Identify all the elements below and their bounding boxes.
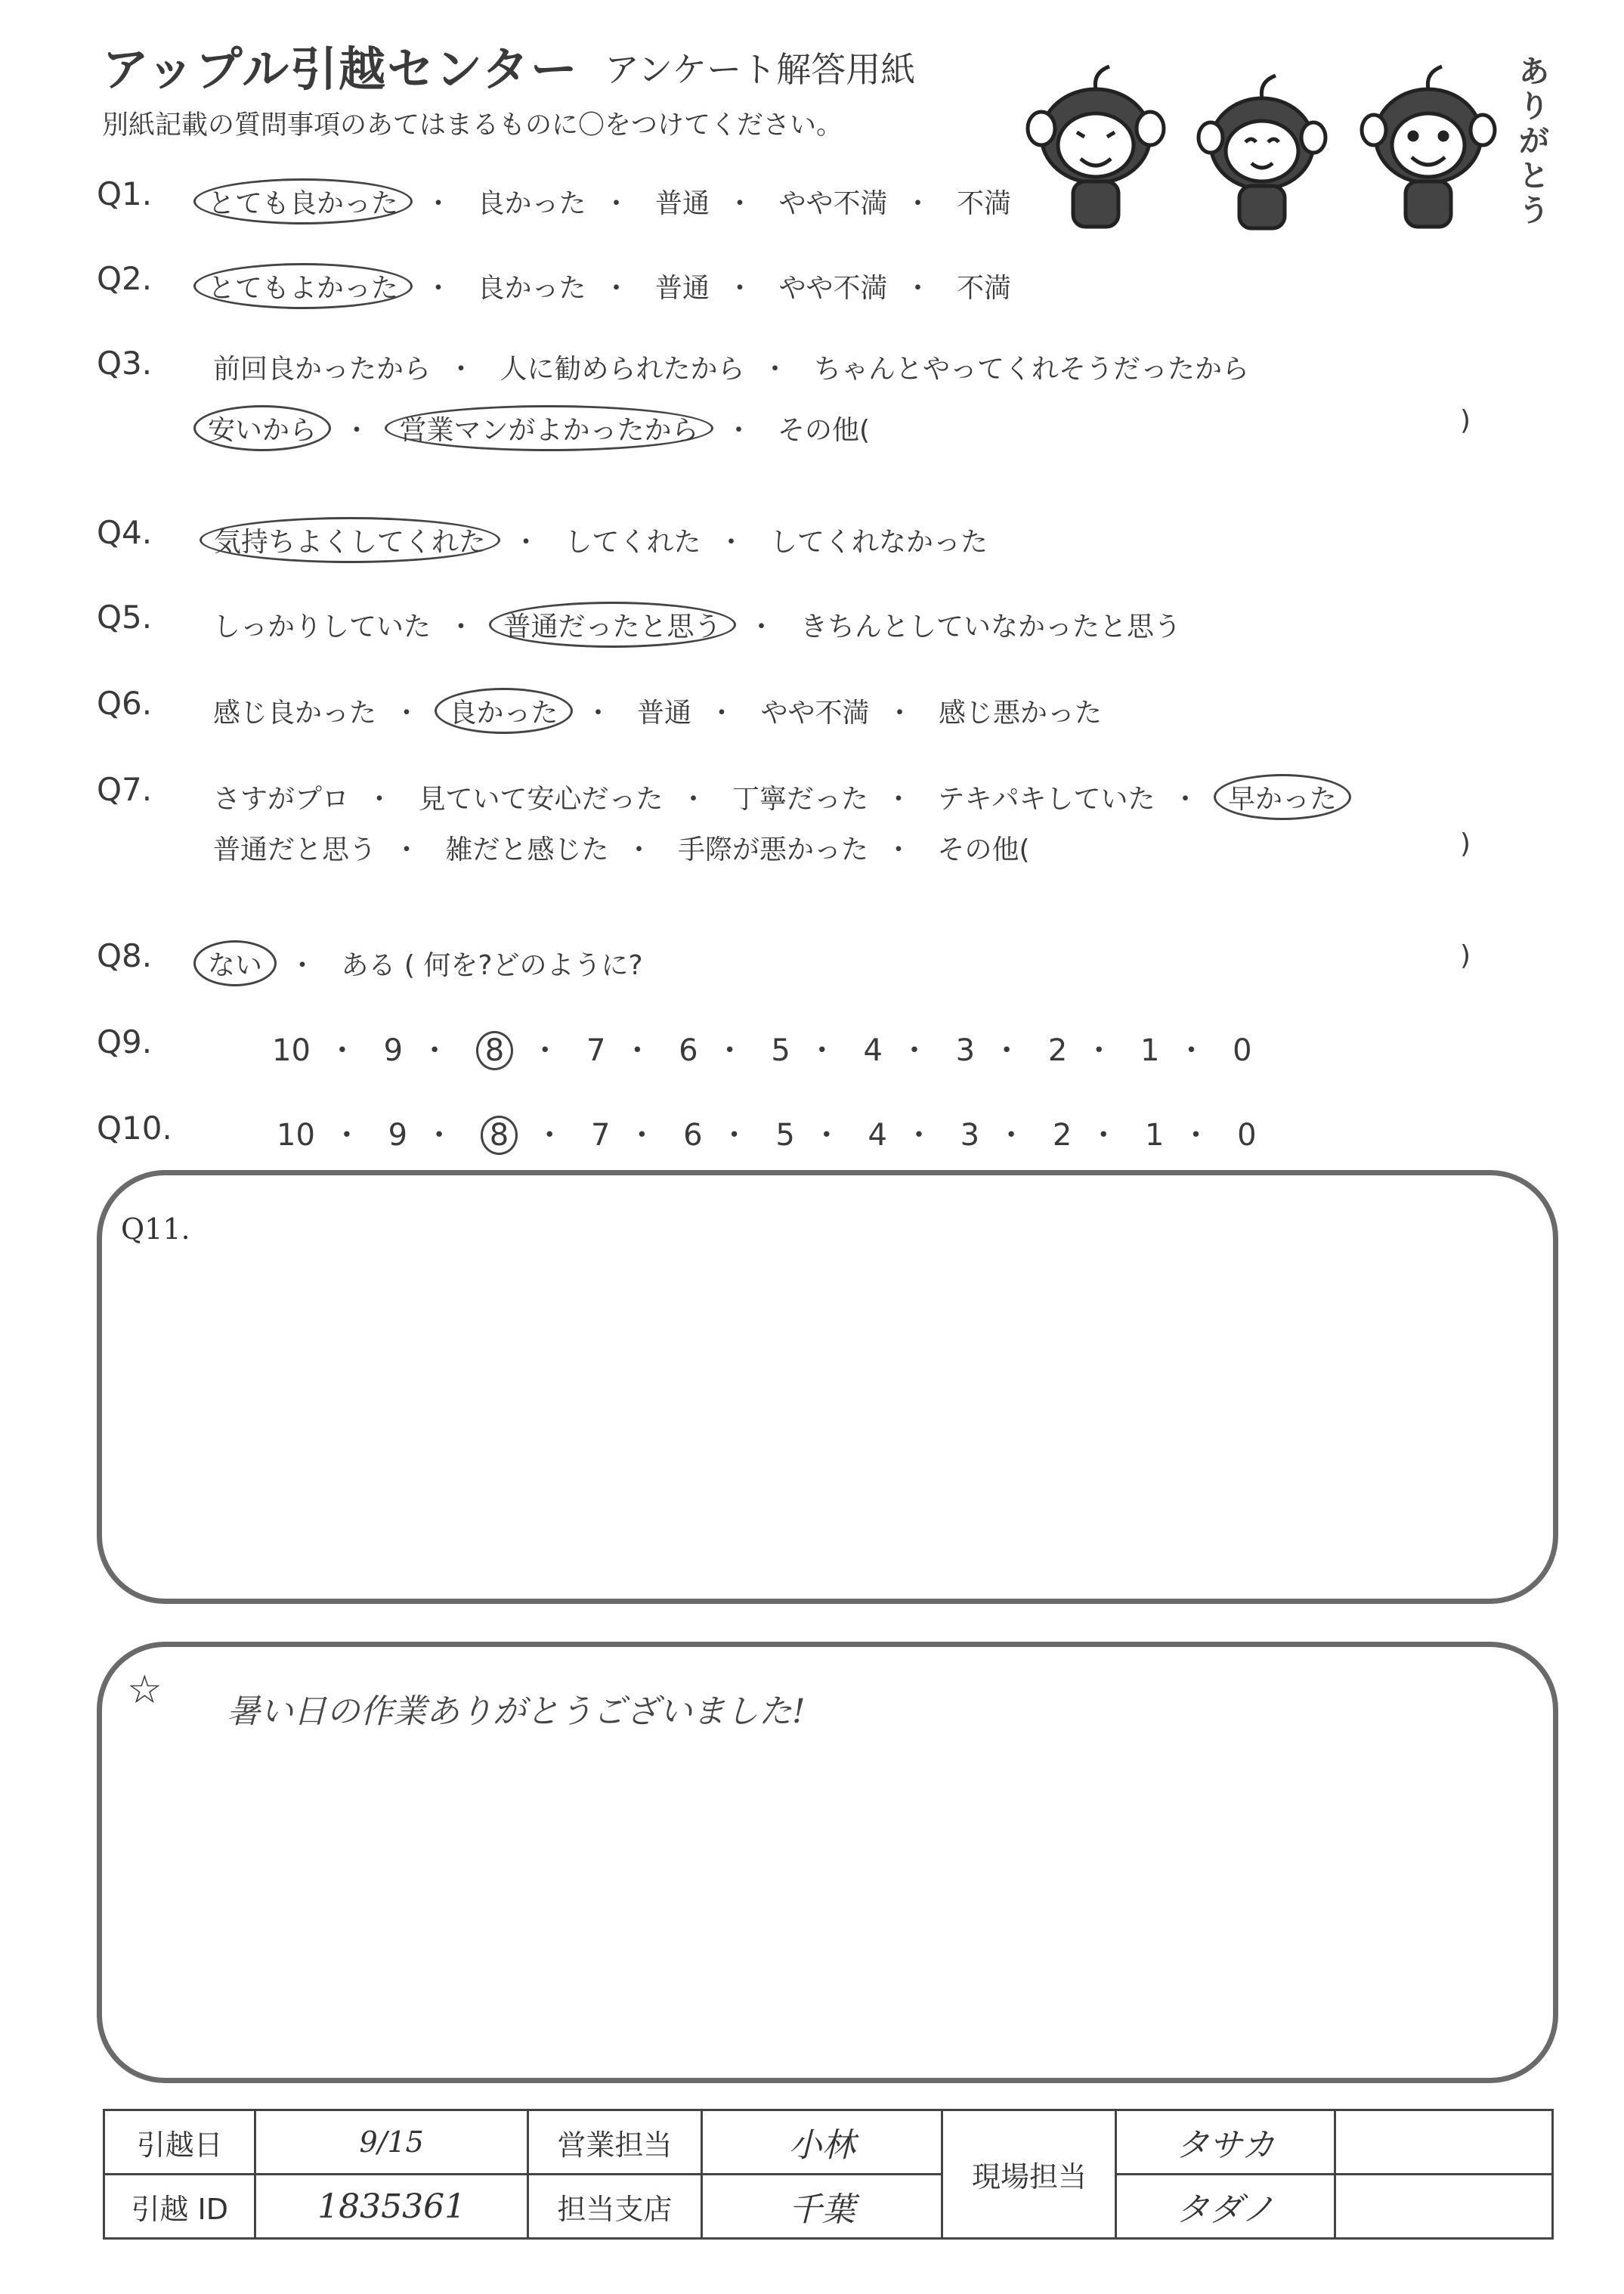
move-id-label: 引越 ID [104,2175,255,2239]
q7-label: Q7. [97,771,153,808]
q9-value-8[interactable]: 8 [476,1031,513,1070]
q1-options: とても良かった ・ 良かった ・ 普通 ・ やや不満 ・ 不満 [204,178,1011,224]
comment-text: 暑い日の作業ありがとうございました! [227,1692,806,1731]
q10-value-0[interactable]: 0 [1237,1118,1257,1153]
q7-option-other[interactable]: その他( [937,834,1030,865]
q7-option-1[interactable]: さすがプロ [213,784,350,815]
site-staff-label: 現場担当 [942,2110,1116,2239]
q9-value-6[interactable]: 6 [679,1033,698,1068]
q5-option-1[interactable]: しっかりしていた [213,611,432,642]
sales-staff-value: 小林 [701,2110,942,2175]
q4-label: Q4. [97,514,153,551]
q1-option-5[interactable]: 不満 [956,188,1011,219]
move-date-label: 引越日 [104,2110,255,2175]
q6-label: Q6. [97,685,153,722]
q6-option-5[interactable]: 感じ悪かった [938,698,1102,729]
q1-label: Q1. [97,175,153,212]
q8-option-2[interactable]: ある ( 何を?どのように? [341,950,643,981]
q2-option-4[interactable]: やや不満 [778,273,888,304]
monkey-mascots-illustration [1013,45,1527,242]
site-staff-value-2: タダノ [1116,2175,1335,2239]
q3-option-2[interactable]: 人に勧められたから [500,354,745,385]
q11-label: Q11. [121,1212,190,1246]
q4-options: 気持ちよくしてくれた ・ してくれた ・ してくれなかった [210,517,988,563]
q10-value-2[interactable]: 2 [1052,1118,1072,1153]
q6-option-2[interactable]: 良かった [435,688,572,734]
q1-option-4[interactable]: やや不満 [778,188,888,219]
q7-option-8[interactable]: 手際が悪かった [677,834,868,865]
q7-option-3[interactable]: 丁寧だった [732,784,868,815]
page-title: アップル引越センター [102,42,579,97]
q3-option-4[interactable]: 安いから [193,405,331,451]
q6-option-3[interactable]: 普通 [636,698,691,729]
q1-option-1[interactable]: とても良かった [193,178,413,224]
thanks-vertical-text: ありがとう [1519,54,1549,228]
q9-value-7[interactable]: 7 [586,1033,606,1068]
q10-value-4[interactable]: 4 [868,1118,887,1153]
q6-option-4[interactable]: やや不満 [760,698,870,729]
q3-option-3[interactable]: ちゃんとやってくれそうだったから [813,354,1249,385]
q9-value-3[interactable]: 3 [955,1033,976,1068]
q7-options-line2: 普通だと思う ・ 雑だと感じた ・ 手際が悪かった ・ その他( [213,828,1030,867]
q2-option-3[interactable]: 普通 [654,273,710,304]
q9-label: Q9. [97,1023,153,1060]
q10-value-9[interactable]: 9 [388,1118,408,1153]
q10-value-5[interactable]: 5 [775,1118,795,1153]
sales-staff-label: 営業担当 [527,2110,701,2175]
q9-value-9[interactable]: 9 [383,1033,404,1068]
q9-value-2[interactable]: 2 [1047,1033,1068,1068]
q10-value-8[interactable]: 8 [481,1116,518,1155]
q5-option-2[interactable]: 普通だったと思う [489,602,735,648]
q2-option-2[interactable]: 良かった [477,273,586,304]
q3-option-other[interactable]: その他( [777,415,871,446]
q9-value-5[interactable]: 5 [771,1033,790,1068]
q3-option-1[interactable]: 前回良かったから [213,354,432,385]
q4-option-1[interactable]: 気持ちよくしてくれた [200,517,500,563]
q1-option-2[interactable]: 良かった [477,188,586,219]
q11-answer-box[interactable] [97,1170,1558,1604]
q7-close-paren: ) [1460,828,1471,859]
q7-option-7[interactable]: 雑だと感じた [445,834,609,865]
q7-options-line1: さすがプロ ・ 見ていて安心だった ・ 丁寧だった ・ テキパキしていた ・ 早かった [213,774,1347,820]
q5-label: Q5. [97,599,153,636]
q5-options: しっかりしていた ・ 普通だったと思う ・ きちんとしていなかったと思う [213,602,1181,648]
q5-option-3[interactable]: きちんとしていなかったと思う [800,611,1181,642]
q3-label: Q3. [97,345,153,382]
q2-options: とてもよかった ・ 良かった ・ 普通 ・ やや不満 ・ 不満 [204,263,1011,309]
q10-label: Q10. [97,1110,172,1147]
footer-info-table [103,2109,1554,2240]
q10-value-7[interactable]: 7 [590,1118,611,1153]
q10-scale: 10 ・ 9 ・ 8 ・ 7 ・ 6 ・ 5 ・ 4 ・ 3 ・ 2 ・ 1 ・ 0 [277,1111,1257,1155]
branch-value: 千葉 [701,2175,942,2239]
q4-option-2[interactable]: してくれた [565,527,701,558]
q10-value-10[interactable]: 10 [277,1118,315,1153]
q1-option-3[interactable]: 普通 [654,188,710,219]
q6-options: 感じ良かった ・ 良かった ・ 普通 ・ やや不満 ・ 感じ悪かった [213,688,1102,734]
branch-label: 担当支店 [527,2175,701,2239]
instruction-text: 別紙記載の質問事項のあてはまるものに〇をつけてください。 [102,110,843,141]
site-staff-value-1: タサカ [1116,2110,1335,2175]
q6-option-1[interactable]: 感じ良かった [213,698,377,729]
q9-value-0[interactable]: 0 [1233,1033,1252,1068]
q3-close-paren: ) [1460,405,1471,436]
q3-options-line2: 安いから ・ 営業マンがよかったから ・ その他( [204,405,870,451]
q4-option-3[interactable]: してくれなかった [769,527,988,558]
q7-option-4[interactable]: テキパキしていた [937,784,1155,815]
q8-option-1[interactable]: ない [193,940,277,986]
q3-options-line1: 前回良かったから ・ 人に勧められたから ・ ちゃんとやってくれそうだったから [213,348,1249,386]
q9-value-4[interactable]: 4 [863,1033,883,1068]
page-subtitle: アンケート解答用紙 [605,49,916,90]
q2-label: Q2. [97,260,153,297]
q8-options: ない ・ ある ( 何を?どのように? [204,940,643,986]
q2-option-1[interactable]: とてもよかった [193,263,413,309]
q10-value-3[interactable]: 3 [960,1118,980,1153]
q8-close-paren: ) [1460,940,1471,971]
q7-option-5[interactable]: 早かった [1214,774,1351,820]
move-id-value: 1835361 [255,2175,527,2239]
site-staff-extra-1 [1335,2110,1552,2175]
q10-value-6[interactable]: 6 [683,1118,703,1153]
q7-option-2[interactable]: 見ていて安心だった [418,784,664,815]
q7-option-6[interactable]: 普通だと思う [213,834,377,865]
q9-scale: 10 ・ 9 ・ 8 ・ 7 ・ 6 ・ 5 ・ 4 ・ 3 ・ 2 ・ 1 ・ 0 [272,1026,1252,1070]
q3-option-5[interactable]: 営業マンがよかったから [385,405,713,451]
star-icon: ☆ [127,1667,162,1713]
q9-value-1[interactable]: 1 [1140,1033,1160,1068]
move-date-value: 9/15 [255,2110,527,2175]
q2-option-5[interactable]: 不満 [956,273,1011,304]
q10-value-1[interactable]: 1 [1145,1118,1165,1153]
q9-value-10[interactable]: 10 [272,1033,311,1068]
site-staff-extra-2 [1335,2175,1552,2239]
q8-label: Q8. [97,937,153,974]
